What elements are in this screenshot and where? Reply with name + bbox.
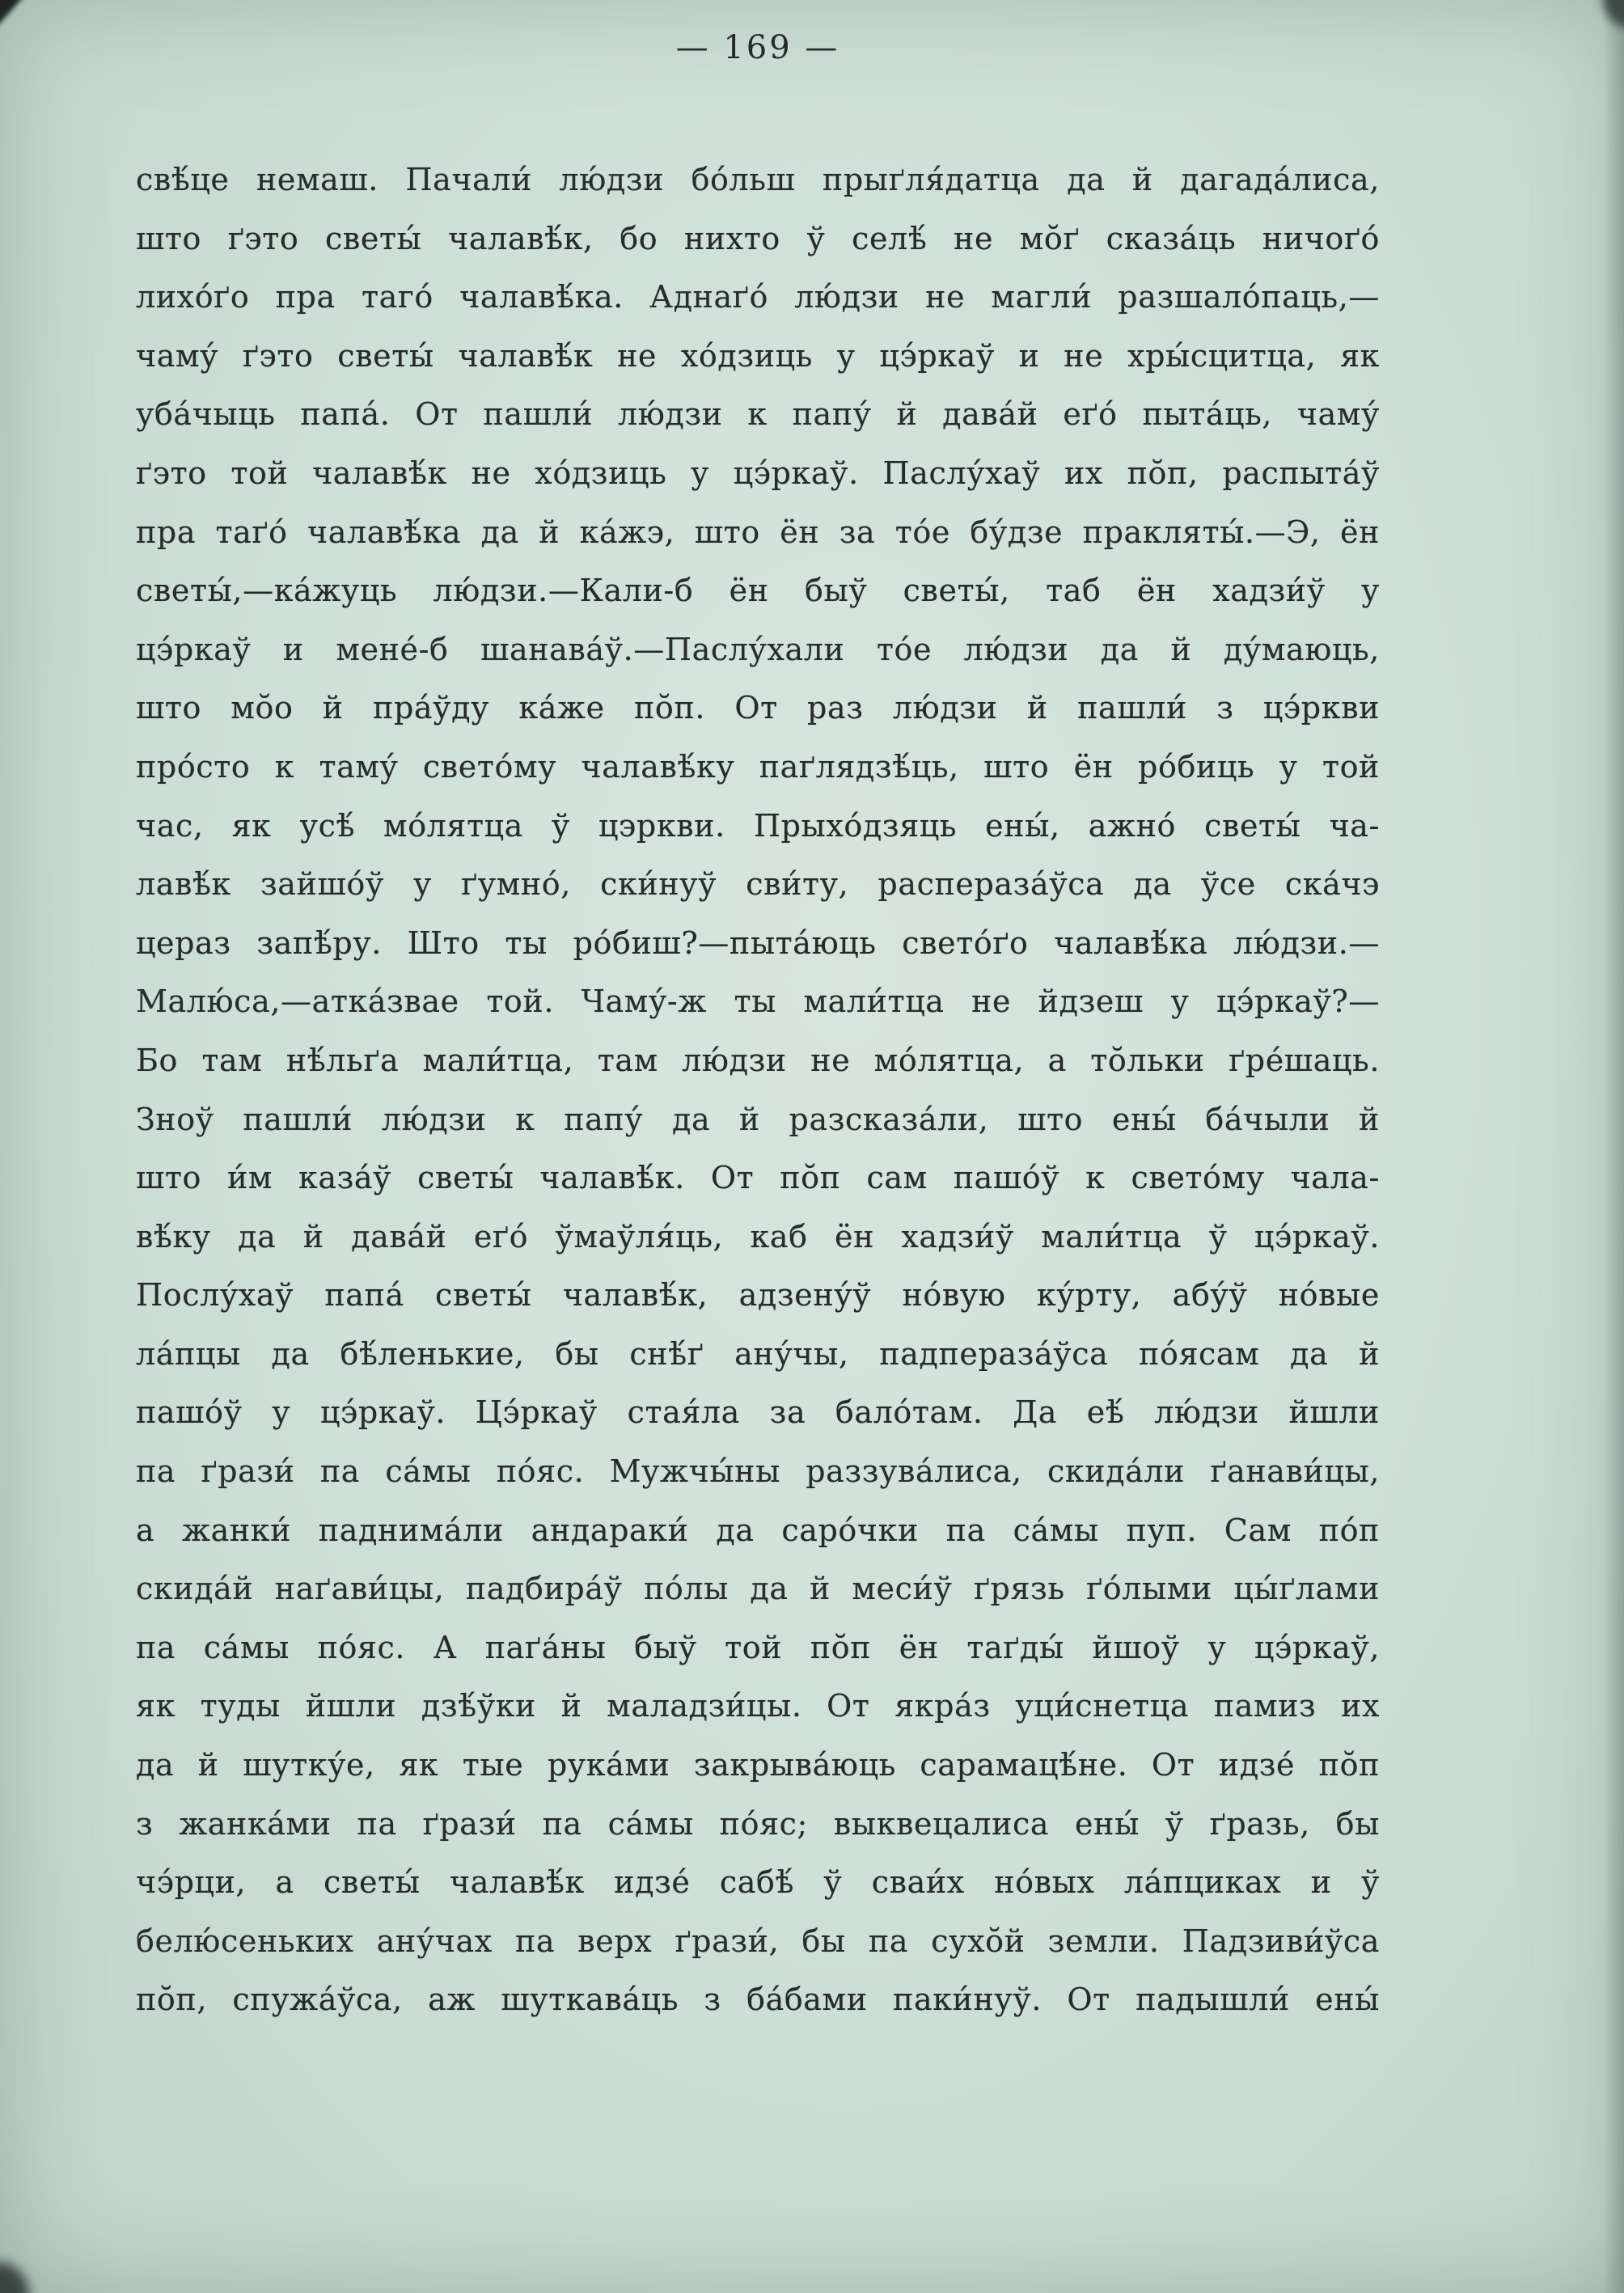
text-line: светы́,—ка́жуць лю́дзи.—Кали-б ён быў светы́, таб ён хадзи́ў у: [136, 573, 1380, 609]
text-line: што и́м каза́ў светы́ чалавѣ́к. От по̆п сам пашо́ў к свето́му чала-: [136, 1160, 1380, 1196]
text-line: Бо там нѣ́льґа мали́тца, там лю́дзи не мо́лятца, а то̆льки ґре́шаць.: [136, 1042, 1380, 1078]
text-line: па са́мы по́яс. А паґа́ны быў той по̆п ён таґды́ йшоў у цэ́ркаў,: [136, 1629, 1380, 1665]
text-line: белю́сеньких ану́чах па верх ґрази́, бы па сухо̆й земли. Падзиви́ўса: [136, 1923, 1380, 1959]
text-line: про́сто к таму́ свето́му чалавѣ́ку паґлядзѣ́ць, што ён ро́биць у той: [136, 748, 1380, 785]
text-line: Послу́хаў папа́ светы́ чалавѣ́к, адзену́ў но́вую ку́рту, абу́ў но́вые: [136, 1277, 1380, 1314]
text-line: цэ́ркаў и мене́-б шанава́ў.—Паслу́хали то́е лю́дзи да й ду́маюць,: [136, 631, 1380, 667]
text-line: лавѣ́к зайшо́ў у ґумно́, ски́нуў сви́ту, распераза́ўса да ўсе ска́чэ: [136, 866, 1380, 903]
text-line: што ґэто светы́ чалавѣ́к, бо нихто ў селѣ́ не мо̆ґ сказа́ць ничоґо́: [136, 220, 1380, 256]
text-line: ґэто той чалавѣ́к не хо́дзиць у цэ́ркаў. Паслу́хаў их по̆п, распыта́ў: [136, 455, 1380, 491]
text-line: да й шутку́е, як тые рука́ми закрыва́юць сарамацѣ́не. От идзе́ по̆п: [136, 1747, 1380, 1783]
scan-artifact-corner-bottom-left: [0, 2262, 29, 2293]
text-line: ла́пцы да бѣ́ленькие, бы снѣ́ґ ану́чы, падпераза́ўса по́ясам да й: [136, 1335, 1380, 1372]
text-line: уба́чыць папа́. От пашли́ лю́дзи к папу́ й дава́й еґо́ пыта́ць, чаму́: [136, 396, 1380, 433]
scan-edge-shadow: [1603, 0, 1624, 2293]
scan-artifact-corner-top-left: [0, 0, 31, 36]
text-line: час, як усѣ́ мо́лятца ў цэркви. Прыхо́дзяць ены́, ажно́ светы́ ча-: [136, 807, 1380, 844]
text-line: скида́й наґави́цы, падбира́ў по́лы да й меси́ў ґрязь ґо́лыми цы́ґлами: [136, 1571, 1380, 1607]
text-line: свѣ́це немаш. Пачали́ лю́дзи бо́льш прыґля́датца да й дагада́лиса,: [136, 162, 1380, 197]
text-line: чаму́ ґэто светы́ чалавѣ́к не хо́дзиць у цэ́ркаў и не хры́сцитца, як: [136, 337, 1380, 374]
text-line: по̆п, спужа́ўса, аж шуткава́ць з ба́бами паки́нуў. От падышли́ ены́: [136, 1982, 1380, 2018]
text-line: пра таґо́ чалавѣ́ка да й ка́жэ, што ён за то́е бу́дзе пракляты́.—Э, ён: [136, 514, 1380, 550]
text-line: вѣ́ку да й дава́й еґо́ ўмаўля́ць, каб ён хадзи́ў мали́тца ў цэ́ркаў.: [136, 1218, 1380, 1254]
text-line: як туды йшли дзѣ́ўки й маладзи́цы. От якра́з уци́снетца памиз их: [136, 1688, 1380, 1724]
text-line: лихо́ґо пра таго́ чалавѣ́ка. Аднаґо́ лю́дзи не магли́ разшало́паць,—: [136, 279, 1380, 315]
text-line: па ґрази́ па са́мы по́яс. Мужчы́ны раззува́лиса, скида́ли ґанави́цы,: [136, 1453, 1380, 1490]
text-line: чэ́рци, а светы́ чалавѣ́к идзе́ сабѣ́ ў сваи́х но́вых ла́пциках и ў: [136, 1864, 1380, 1901]
text-line: з жанка́ми па ґрази́ па са́мы по́яс; выквецалиса ены́ ў ґразь, бы: [136, 1805, 1380, 1842]
text-line: а жанки́ паднима́ли андараки́ да саро́чки па са́мы пуп. Сам по́п: [136, 1512, 1380, 1548]
text-line: Малю́са,—атка́звае той. Чаму́-ж ты мали́тца не йдзеш у цэ́ркаў?—: [136, 984, 1380, 1020]
text-line: пашо́ў у цэ́ркаў. Цэ́ркаў стая́ла за бало́там. Да еѣ́ лю́дзи йшли: [136, 1394, 1380, 1431]
text-line: што мо̆о й пра́ўду ка́же по̆п. От раз лю́дзи й пашли́ з цэ́ркви: [136, 690, 1380, 726]
page-number: — 169 —: [675, 29, 840, 66]
text-line: цераз запѣ́ру. Што ты ро́биш?—пыта́юць свето́ґо чалавѣ́ка лю́дзи.—: [136, 924, 1380, 961]
text-line: Зноў пашли́ лю́дзи к папу́ да й разсказа́ли, што ены́ ба́чыли й: [136, 1101, 1380, 1137]
body-text: [136, 150, 1380, 2029]
